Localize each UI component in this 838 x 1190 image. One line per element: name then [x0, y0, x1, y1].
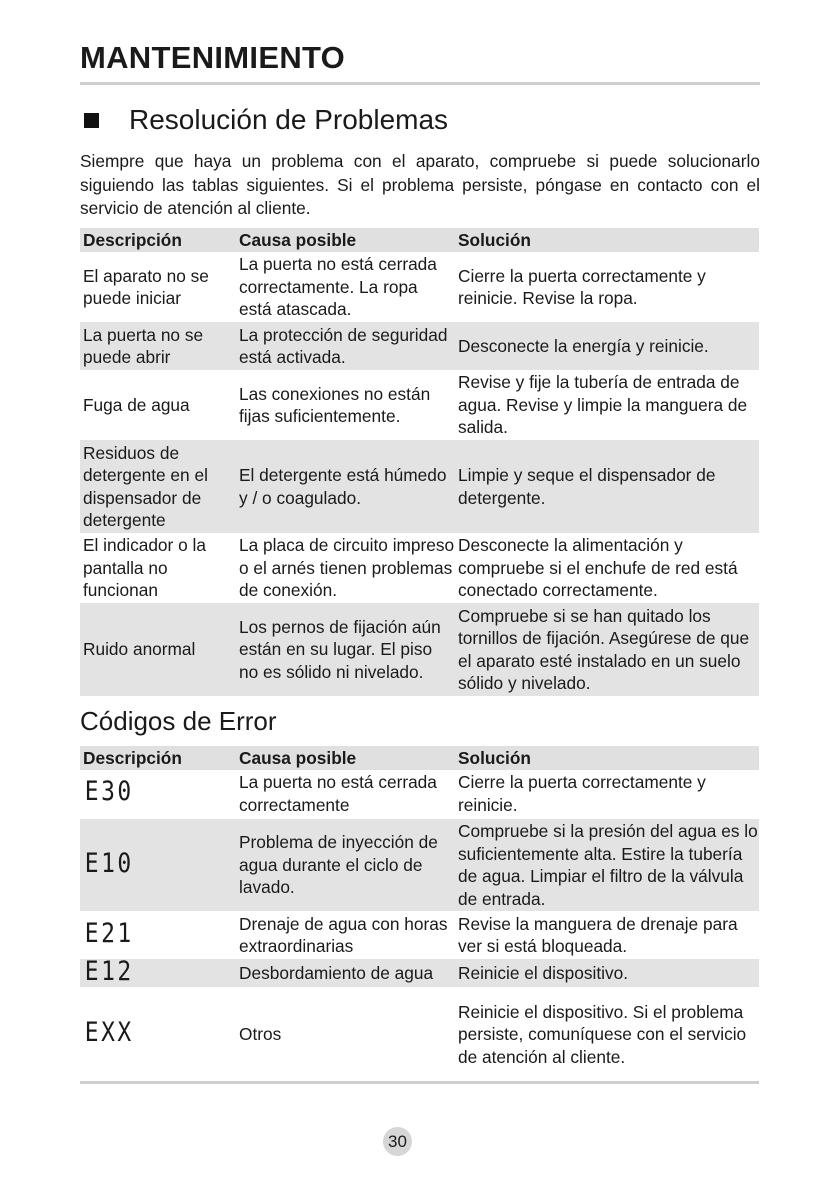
bottom-divider — [80, 1081, 759, 1084]
error-codes-heading: Códigos de Error — [80, 706, 277, 736]
row-cause: Las conexiones no están fijas suficientemente. — [239, 383, 431, 426]
row-cause: El detergente está húmedo y / o coagulado. — [236, 440, 455, 533]
row-solution: Revise la manguera de drenaje para ver si está bloqueada. — [458, 913, 738, 956]
table-row — [80, 533, 759, 603]
row-solution: Compruebe si se han quitado los tornillos de fijación. Asegúrese de que el aparato esté instalado en un suelo sólido y nivelado. — [455, 603, 759, 696]
page-number: 30 — [383, 1127, 412, 1156]
error-code: E30 — [84, 776, 134, 808]
table-row — [80, 770, 759, 818]
row-solution: Compruebe si la presión del agua es lo suficientemente alta. Estire la tubería de agua. Limpiar el filtro de la válvula de entrada. — [455, 818, 759, 911]
error-code: E12 — [84, 955, 134, 987]
column-header-cause: Causa posible — [236, 746, 455, 770]
row-solution: Reinicie el dispositivo. Si el problema persiste, comuníquese con el servicio de atención al cliente. — [458, 1001, 747, 1067]
row-cause: Desbordamiento de agua — [236, 959, 455, 987]
row-cause: La placa de circuito impreso o el arnés tienen problemas de conexión. — [239, 535, 455, 601]
section-heading — [80, 104, 448, 136]
row-description: Ruido anormal — [80, 603, 236, 696]
error-code: EXX — [84, 1017, 134, 1049]
row-solution: Desconecte la alimentación y compruebe si el enchufe de red está conectado correctamente. — [458, 535, 738, 601]
title-divider — [80, 82, 760, 85]
table-row — [80, 440, 759, 533]
table-header-row — [80, 228, 759, 252]
column-header-description: Descripción — [80, 746, 236, 770]
table-row — [80, 959, 759, 987]
row-description: La puerta no se puede abrir — [80, 322, 236, 370]
table-row — [80, 322, 759, 370]
error-code: E10 — [84, 847, 134, 879]
row-solution: Reinicie el dispositivo. — [455, 959, 759, 987]
table-row — [80, 603, 759, 696]
row-cause: La protección de seguridad está activada. — [236, 322, 455, 370]
error-codes-table — [80, 746, 759, 1082]
row-cause: La puerta no está cerrada correctamente — [239, 772, 437, 815]
row-cause: Problema de inyección de agua durante el ciclo de lavado. — [236, 818, 455, 911]
intro-paragraph: Siempre que haya un problema con el aparato, compruebe si puede solucionarlo siguiendo las tablas siguientes. Si el problema persiste, póngase en contacto con el servicio de atención al cliente. — [80, 151, 760, 218]
row-solution: Limpie y seque el dispensador de detergente. — [455, 440, 759, 533]
row-description: Fuga de agua — [83, 394, 190, 415]
row-cause: La puerta no está cerrada correctamente. La ropa está atascada. — [239, 254, 437, 320]
row-solution: Revise y fije la tubería de entrada de agua. Revise y limpie la manguera de salida. — [458, 372, 748, 438]
column-header-cause: Causa posible — [236, 228, 455, 252]
row-cause: Los pernos de fijación aún están en su lugar. El piso no es sólido ni nivelado. — [236, 603, 455, 696]
table-row — [80, 370, 759, 440]
table-row — [80, 911, 759, 959]
row-description: El indicador o la pantalla no funcionan — [83, 535, 206, 601]
table-row — [80, 252, 759, 322]
column-header-solution: Solución — [455, 228, 759, 252]
table-row — [80, 818, 759, 911]
column-header-description: Descripción — [80, 228, 236, 252]
row-solution: Cierre la puerta correctamente y reinicie. — [458, 772, 706, 815]
error-code: E21 — [84, 917, 134, 949]
column-header-solution: Solución — [455, 746, 759, 770]
section-title: Resolución de Problemas — [129, 104, 449, 135]
page-title: MANTENIMIENTO — [80, 40, 346, 75]
table-row — [80, 987, 759, 1082]
table-header-row — [80, 746, 759, 770]
troubleshooting-table — [80, 228, 759, 696]
row-description: Residuos de detergente en el dispensador de detergente — [80, 440, 236, 533]
row-solution: Desconecte la energía y reinicie. — [455, 322, 759, 370]
row-description: El aparato no se puede iniciar — [83, 265, 209, 308]
square-bullet-icon — [84, 113, 99, 128]
row-cause: Drenaje de agua con horas extraordinarias — [239, 913, 448, 956]
row-solution: Cierre la puerta correctamente y reinicie. Revise la ropa. — [458, 265, 706, 308]
row-cause: Otros — [239, 1024, 282, 1045]
